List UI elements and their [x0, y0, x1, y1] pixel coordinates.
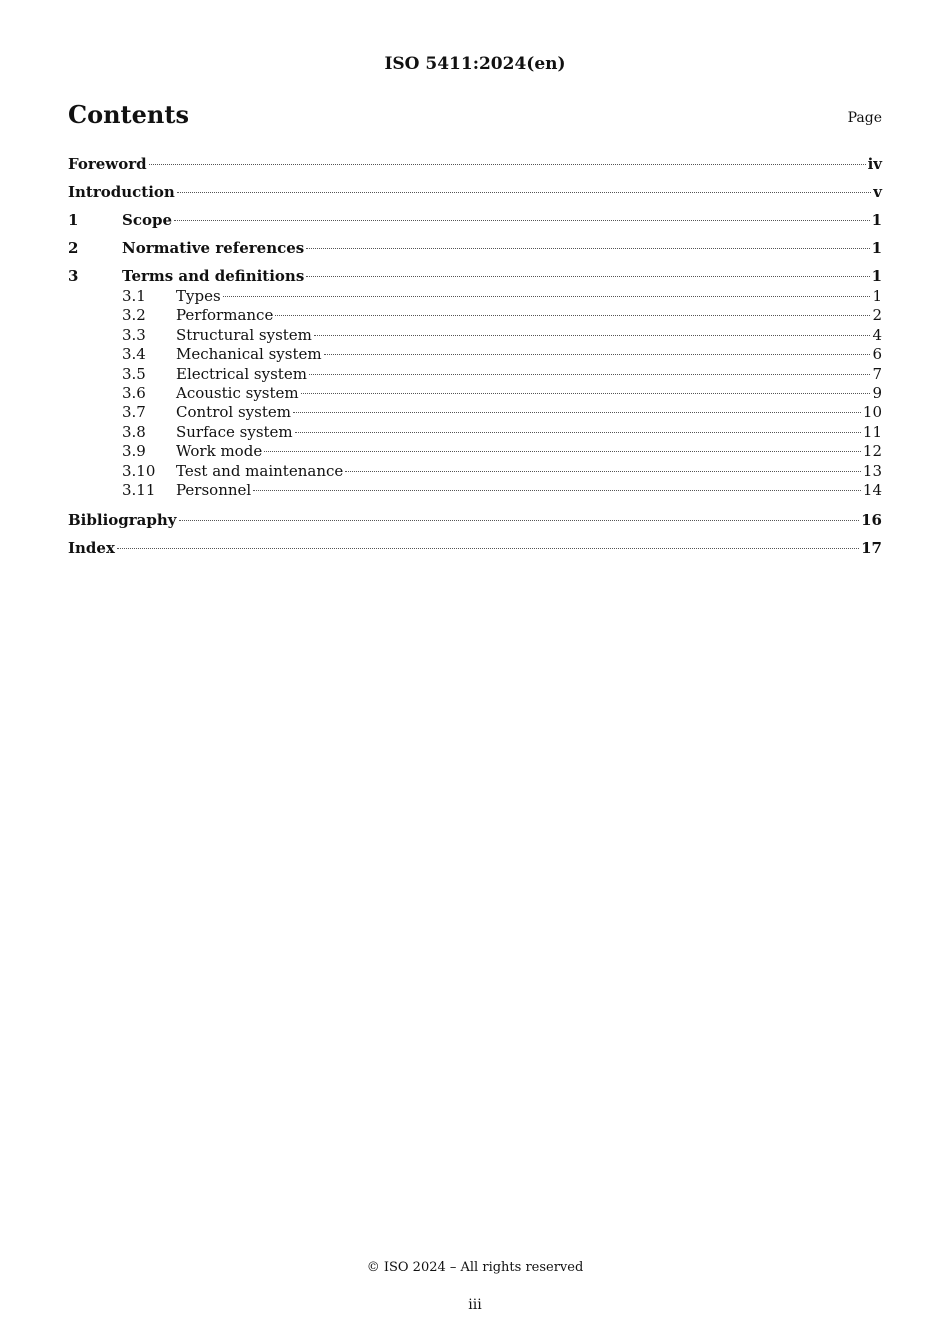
toc-entry[interactable] — [68, 265, 882, 287]
document-id: ISO 5411:2024(en) — [384, 54, 566, 74]
toc-entry-page[interactable]: 17 — [861, 539, 882, 558]
dot-leader — [174, 220, 870, 221]
toc-entry-number: 3.11 — [122, 481, 156, 500]
dot-leader — [223, 296, 871, 297]
toc-entry-number: 3.1 — [122, 287, 146, 305]
toc-entry[interactable] — [68, 509, 882, 531]
toc-entry-page[interactable]: v — [873, 183, 882, 201]
toc-entry-page[interactable]: 1 — [871, 267, 882, 285]
toc-entry-page[interactable]: 1 — [871, 211, 882, 229]
toc-entry-title[interactable]: Work mode — [176, 442, 263, 461]
toc-entry-title[interactable]: Surface system — [176, 422, 293, 441]
dot-leader — [324, 354, 871, 355]
toc-entry-page[interactable]: 4 — [872, 325, 882, 344]
toc-entry-page[interactable]: 1 — [871, 239, 882, 257]
toc-entry-title[interactable]: Acoustic system — [176, 384, 299, 403]
toc-entry-number: 3.2 — [122, 306, 146, 325]
dot-leader — [301, 393, 871, 394]
dot-leader — [309, 374, 871, 375]
toc-entry[interactable] — [68, 237, 882, 259]
toc-entry[interactable] — [68, 287, 882, 306]
toc-entry[interactable] — [68, 181, 882, 203]
toc-entry[interactable] — [68, 442, 882, 461]
dot-leader — [314, 335, 871, 336]
dot-leader — [117, 548, 859, 549]
toc-entry[interactable] — [68, 306, 882, 325]
toc-entry-title[interactable]: Foreword — [68, 155, 147, 173]
toc-entry-number: 3.7 — [122, 403, 146, 422]
toc-entry-title[interactable]: Types — [176, 287, 221, 305]
table-of-contents — [68, 153, 882, 565]
toc-entry-page[interactable]: 10 — [862, 403, 882, 422]
toc-entry-title[interactable]: Electrical system — [176, 364, 307, 383]
toc-entry-page[interactable]: 2 — [872, 306, 882, 325]
toc-entry-number: 3 — [68, 267, 79, 285]
dot-leader — [149, 164, 866, 165]
toc-entry-number: 3.3 — [122, 325, 146, 344]
toc-entry-page[interactable]: 12 — [862, 442, 882, 461]
page-number: iii — [468, 1297, 482, 1313]
toc-entry-number: 3.8 — [122, 422, 146, 441]
toc-entry[interactable] — [68, 403, 882, 422]
toc-entry-number: 3.9 — [122, 442, 146, 461]
toc-header — [68, 100, 882, 134]
toc-entry[interactable] — [68, 423, 882, 442]
toc-entry-page[interactable]: 9 — [872, 384, 882, 403]
toc-entry-title[interactable]: Index — [68, 539, 115, 558]
toc-entry-title[interactable]: Scope — [122, 211, 173, 229]
toc-entry-page[interactable]: 7 — [872, 364, 882, 383]
dot-leader — [275, 315, 870, 316]
page-title: Contents — [68, 100, 189, 129]
toc-entry[interactable] — [68, 481, 882, 500]
toc-entry-page[interactable]: iv — [867, 155, 882, 173]
dot-leader — [306, 276, 869, 277]
toc-entry-number: 2 — [68, 239, 79, 257]
toc-entry-title[interactable]: Performance — [176, 306, 274, 325]
dot-leader — [179, 520, 860, 521]
toc-entry-number: 1 — [68, 211, 79, 229]
toc-entry-number: 3.5 — [122, 364, 146, 383]
dot-leader — [177, 192, 871, 193]
toc-entry[interactable] — [68, 326, 882, 345]
toc-entry-title[interactable]: Terms and definitions — [122, 267, 305, 285]
toc-entry-page[interactable]: 13 — [862, 461, 882, 480]
toc-entry-page[interactable]: 16 — [861, 511, 882, 530]
dot-leader — [293, 412, 861, 413]
toc-entry-number: 3.4 — [122, 345, 146, 364]
dot-leader — [264, 451, 861, 452]
toc-entry-title[interactable]: Test and maintenance — [176, 461, 344, 480]
toc-entry-page[interactable]: 14 — [862, 481, 882, 500]
toc-entry[interactable] — [68, 209, 882, 231]
toc-entry[interactable] — [68, 365, 882, 384]
toc-entry-title[interactable]: Personnel — [176, 481, 252, 500]
toc-entry-title[interactable]: Structural system — [176, 325, 312, 344]
toc-entry-title[interactable]: Bibliography — [68, 511, 177, 530]
toc-entry[interactable] — [68, 153, 882, 175]
dot-leader — [295, 432, 861, 433]
toc-entry-title[interactable]: Mechanical system — [176, 345, 322, 364]
toc-entry-number: 3.10 — [122, 461, 156, 480]
toc-entry-page[interactable]: 6 — [872, 345, 882, 364]
toc-entry[interactable] — [68, 537, 882, 559]
toc-entry-title[interactable]: Introduction — [68, 183, 175, 201]
dot-leader — [253, 490, 861, 491]
toc-entry[interactable] — [68, 384, 882, 403]
copyright-notice: © ISO 2024 – All rights reserved — [366, 1260, 584, 1275]
toc-entry[interactable] — [68, 462, 882, 481]
toc-entry-page[interactable]: 11 — [862, 422, 882, 441]
dot-leader — [345, 471, 861, 472]
toc-entry[interactable] — [68, 345, 882, 364]
toc-entry-page[interactable]: 1 — [872, 287, 882, 305]
toc-entry-title[interactable]: Normative references — [122, 239, 305, 257]
toc-entry-title[interactable]: Control system — [176, 403, 291, 422]
dot-leader — [306, 248, 869, 249]
toc-entry-number: 3.6 — [122, 384, 146, 403]
page-column-label: Page — [847, 110, 882, 126]
